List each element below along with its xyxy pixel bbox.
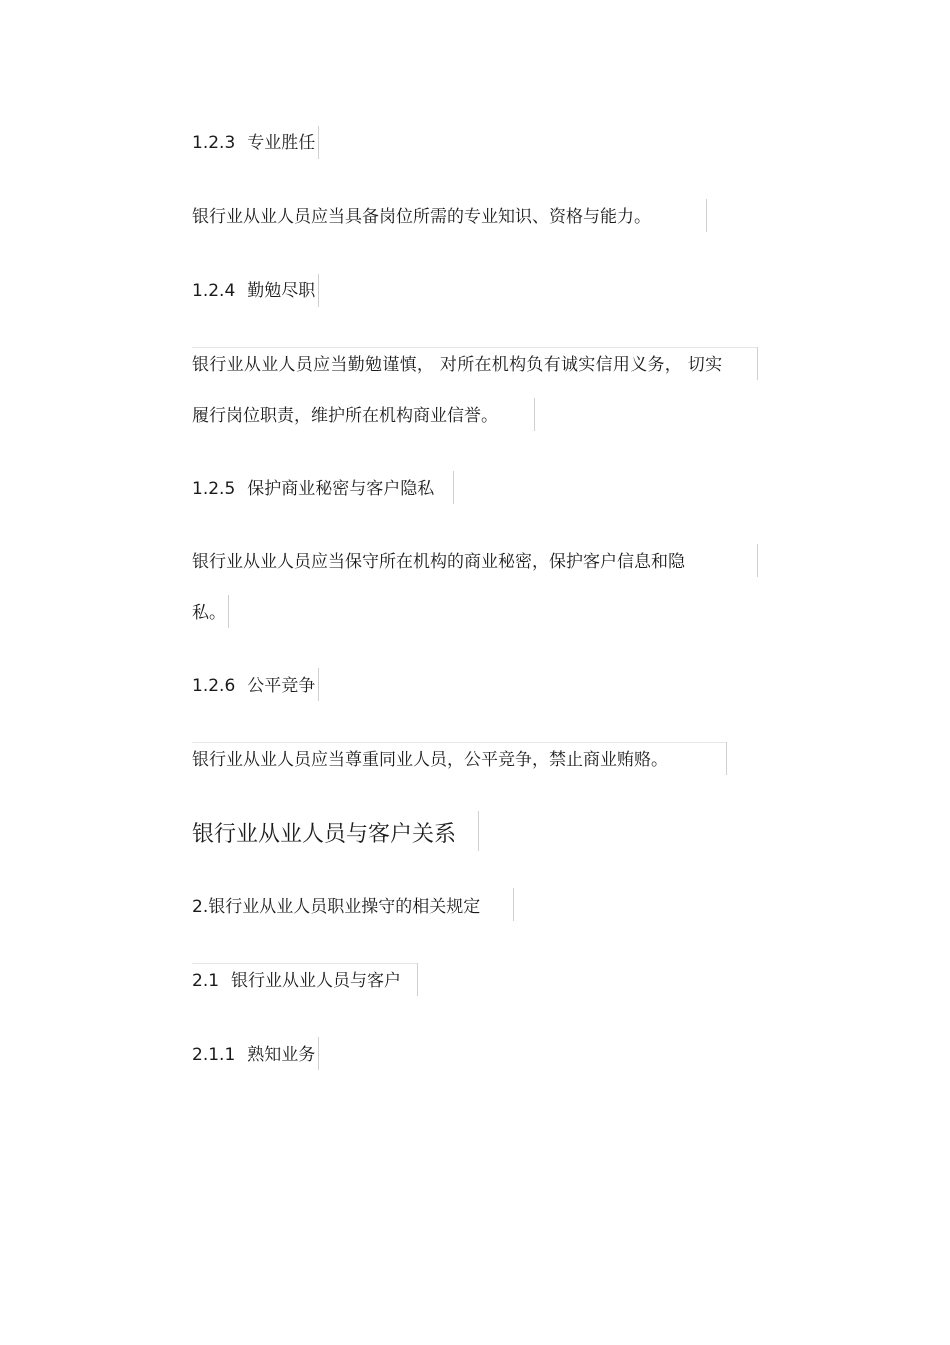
paragraph-1-2-6: 银行业从业人员应当尊重同业人员，公平竞争，禁止商业贿赂。 [192, 750, 668, 770]
divider [192, 347, 757, 348]
section-heading-1-2-6 [192, 674, 315, 698]
paragraph-1-2-5-line-1: 银行业从业人员应当保守所在机构的商业秘密，保护客户信息和隐 [192, 552, 685, 572]
divider [318, 126, 319, 159]
paragraph-1-2-5-line-2: 私。 [192, 603, 226, 623]
section-title: 公平竞争 [247, 676, 316, 696]
section-number: 1.2.6 [192, 676, 236, 696]
section-title: 熟知业务 [247, 1045, 316, 1065]
divider [192, 742, 726, 743]
divider [228, 595, 229, 628]
section-title: 保护商业秘密与客户隐私 [247, 479, 435, 499]
section-number: 1.2.5 [192, 479, 236, 499]
section-heading-2-1-1 [192, 1043, 315, 1067]
section-number: 1.2.4 [192, 281, 236, 301]
section-title: 勤勉尽职 [247, 281, 316, 301]
paragraph-1-2-4-line-2: 履行岗位职责，维护所在机构商业信誉。 [192, 406, 498, 426]
divider [453, 471, 454, 504]
divider [318, 668, 319, 701]
paragraph-1-2-4-line-1: 银行业从业人员应当勤勉谨慎， 对所在机构负有诚实信用义务， 切实 [192, 355, 723, 375]
chapter-title: 银行业从业人员与客户关系 [192, 822, 457, 847]
divider [318, 1037, 319, 1070]
divider [417, 963, 418, 996]
divider [192, 963, 417, 964]
divider [534, 398, 535, 431]
paragraph-1-2-3: 银行业从业人员应当具备岗位所需的专业知识、资格与能力。 [192, 207, 651, 227]
divider [757, 347, 758, 380]
section-heading-1-2-5 [192, 477, 434, 501]
section-title: 专业胜任 [247, 133, 316, 153]
divider [757, 544, 758, 577]
section-number: 2.1.1 [192, 1045, 236, 1065]
section-number: 2.1 [192, 971, 220, 991]
divider [706, 199, 707, 232]
divider [478, 811, 479, 851]
section-heading-1-2-4 [192, 279, 315, 303]
divider [726, 742, 727, 775]
section-heading-2: 2.银行业从业人员职业操守的相关规定 [192, 897, 481, 917]
divider [513, 888, 514, 921]
section-heading-1-2-3 [192, 131, 315, 155]
section-number: 1.2.3 [192, 133, 236, 153]
section-title: 银行业从业人员与客户 [231, 971, 402, 991]
divider [318, 274, 319, 307]
section-heading-2-1 [192, 969, 401, 993]
